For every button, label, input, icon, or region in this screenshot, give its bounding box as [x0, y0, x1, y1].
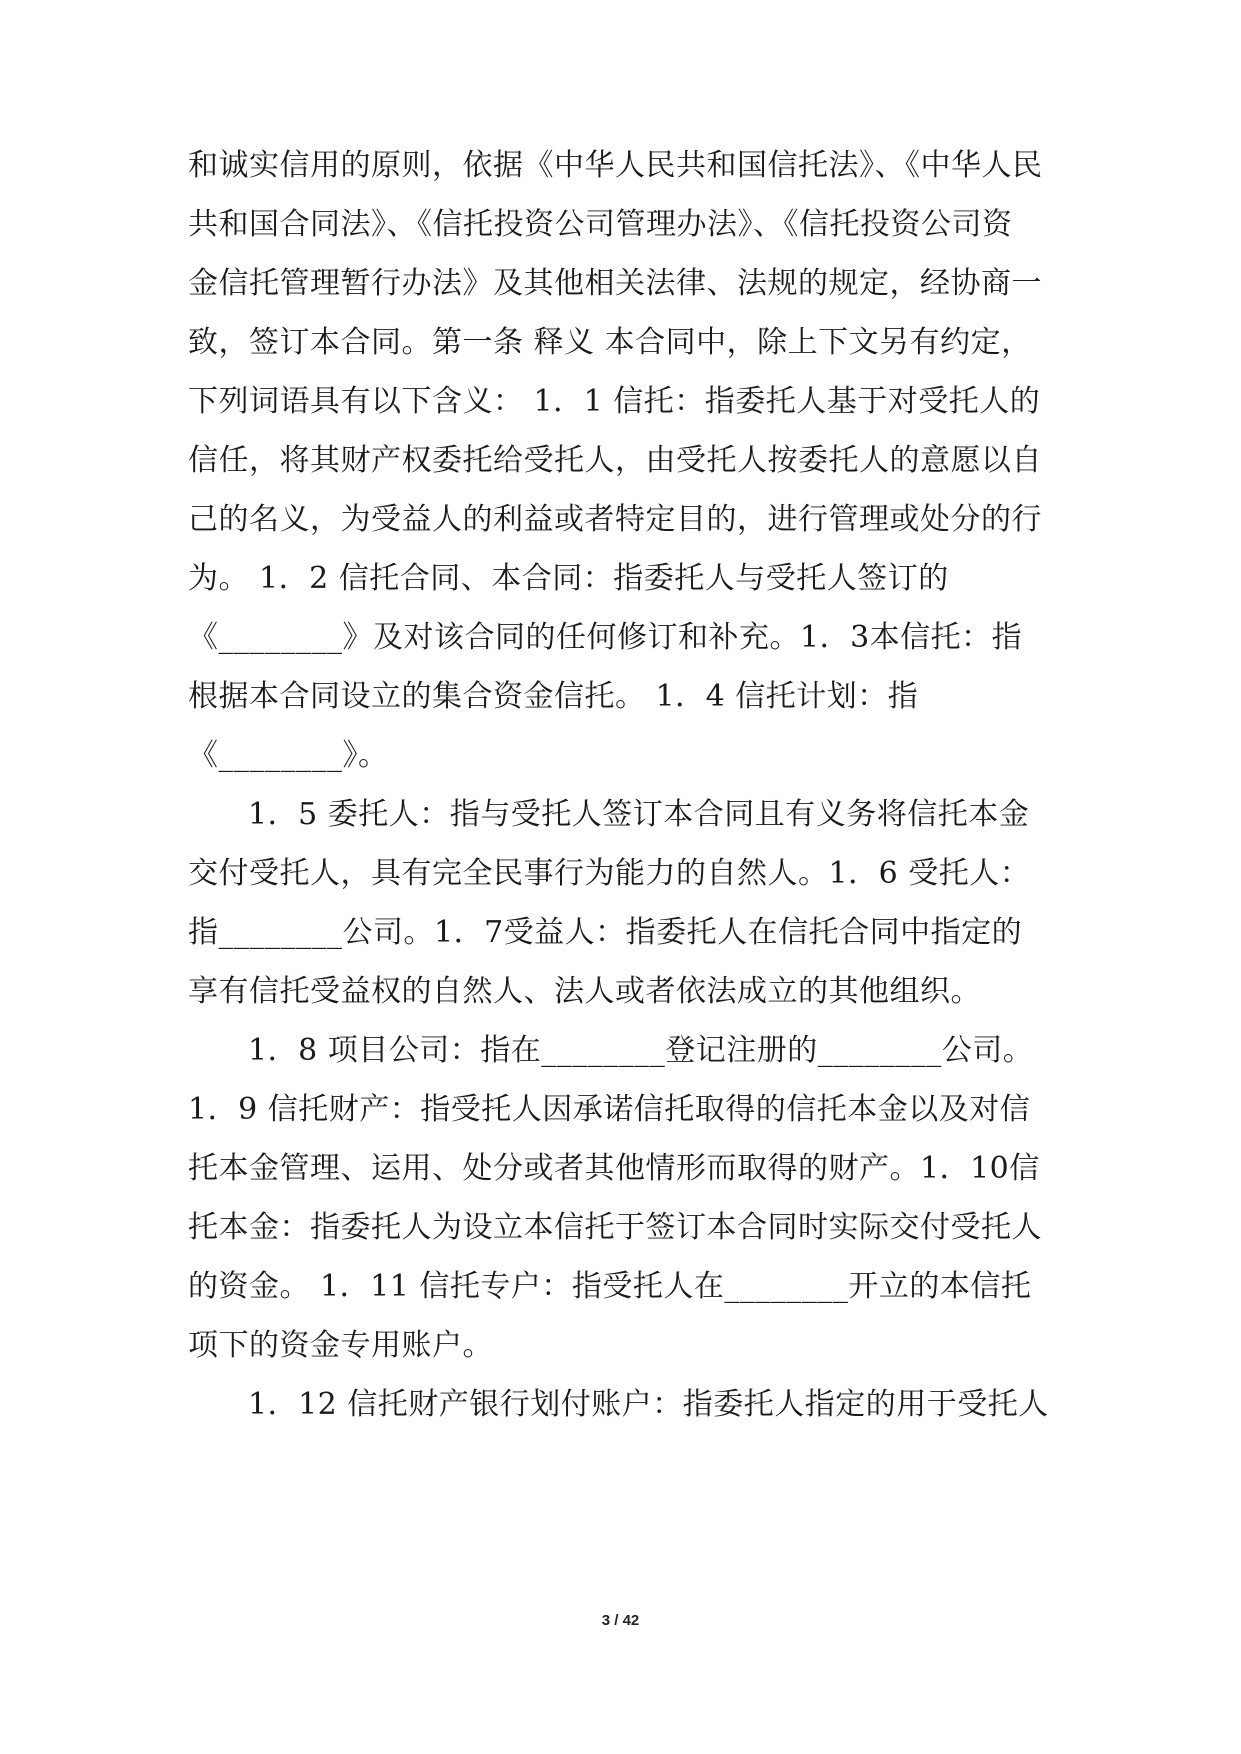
text-line: 享有信托受益权的自然人、法人或者依法成立的其他组织。 — [188, 974, 981, 1009]
text-line: 1．9 信托财产：指受托人因承诺信托取得的信托本金以及对信 — [188, 1092, 1031, 1127]
text-line: 根据本合同设立的集合资金信托。 1．4 信托计划：指 — [188, 679, 919, 714]
text-line: 《________》及对该合同的任何修订和补充。1．3本信托：指 — [188, 620, 1023, 655]
text-line: 项下的资金专用账户。 — [188, 1328, 493, 1363]
text-line: 托本金：指委托人为设立本信托于签订本合同时实际交付受托人 — [188, 1210, 1042, 1245]
text-line: 金信托管理暂行办法》及其他相关法律、法规的规定，经协商一 — [188, 266, 1042, 301]
text-line: 1．8 项目公司：指在________登记注册的________公司。 — [248, 1033, 1034, 1068]
text-line: 交付受托人，具有完全民事行为能力的自然人。1．6 受托人： — [188, 856, 1031, 891]
text-line: 1．12 信托财产银行划付账户：指委托人指定的用于受托人 — [248, 1387, 1049, 1422]
text-line: 的资金。 1．11 信托专户：指受托人在________开立的本信托 — [188, 1269, 1032, 1304]
text-line: 下列词语具有以下含义： 1．1 信托：指委托人基于对受托人的 — [188, 384, 1041, 419]
text-line: 致，签订本合同。第一条 释义 本合同中，除上下文另有约定， — [188, 325, 1032, 360]
text-line: 托本金管理、运用、处分或者其他情形而取得的财产。1．10信 — [188, 1151, 1040, 1186]
text-line: 《________》。 — [188, 738, 389, 773]
page-number: 3 / 42 — [601, 1612, 640, 1629]
text-line: 为。 1．2 信托合同、本合同：指委托人与受托人签订的 — [188, 561, 949, 596]
text-line: 1．5 委托人：指与受托人签订本合同且有义务将信托本金 — [248, 797, 1030, 832]
text-line: 己的名义，为受益人的利益或者特定目的，进行管理或处分的行 — [188, 502, 1042, 537]
text-line: 和诚实信用的原则，依据《中华人民共和国信托法》、《中华人民 — [188, 148, 1043, 183]
text-line: 共和国合同法》、《信托投资公司管理办法》、《信托投资公司资 — [188, 207, 1013, 242]
text-line: 信任，将其财产权委托给受托人，由受托人按委托人的意愿以自 — [188, 443, 1042, 478]
text-line: 指________公司。1．7受益人：指委托人在信托合同中指定的 — [188, 915, 1023, 950]
